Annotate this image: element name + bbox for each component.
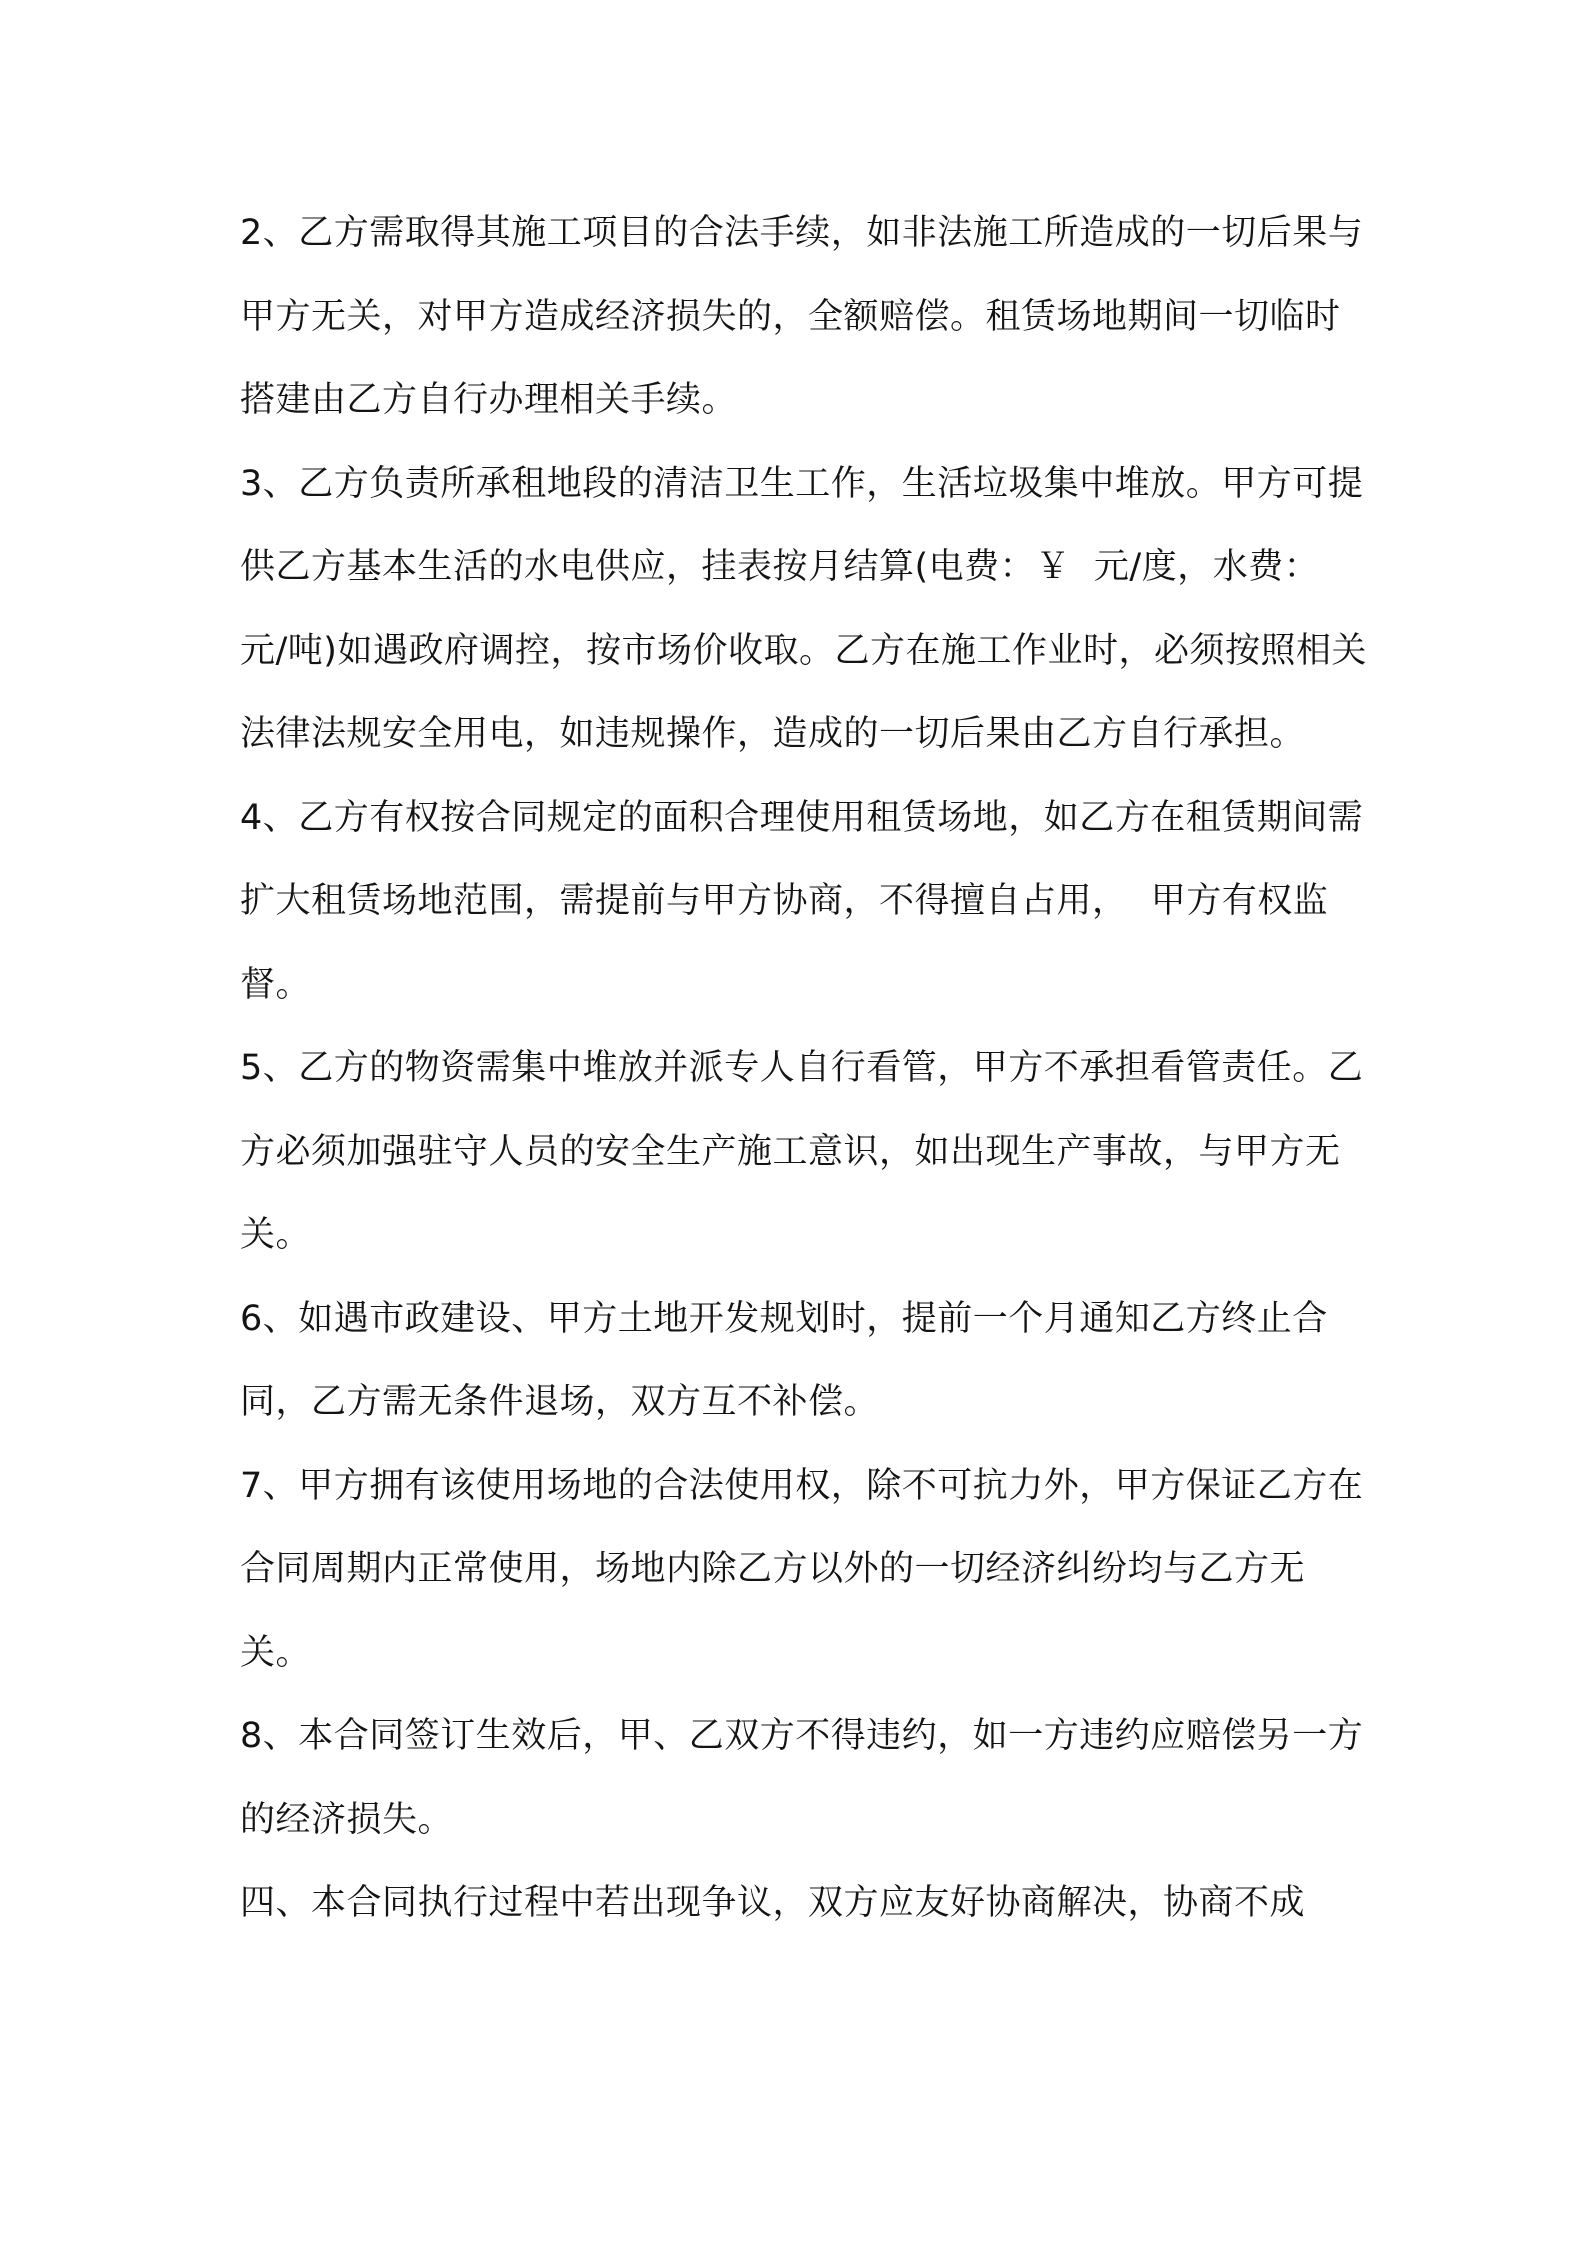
clause-2: 2、乙方需取得其施工项目的合法手续，如非法施工所造成的一切后果与甲方无关，对甲方造成经济损失的，全额赔偿。租赁场地期间一切临时搭建由乙方自行办理相关手续。 <box>240 213 1364 420</box>
document-body <box>240 192 1370 1946</box>
clause-5: 5、乙方的物资需集中堆放并派专人自行看管，甲方不承担看管责任。乙方必须加强驻守人员的安全生产施工意识，如出现生产事故，与甲方无关。 <box>240 1048 1364 1255</box>
section-4-dispute: 四、本合同执行过程中若出现争议，双方应友好协商解决，协商不成 <box>240 1883 1306 1923</box>
clause-8: 8、本合同签订生效后，甲、乙双方不得违约，如一方违约应赔偿另一方的经济损失。 <box>240 1716 1364 1840</box>
clause-3: 3、乙方负责所承租地段的清洁卫生工作，生活垃圾集中堆放。甲方可提供乙方基本生活的水电供应，挂表按月结算(电费：￥ 元/度，水费： 元/吨)如遇政府调控，按市场价收取。乙方在施工作业时，必须按照相关法律法规安全用电，如违规操作，造成的一切后果由乙方自行承担。 <box>240 463 1367 754</box>
clause-7: 7、甲方拥有该使用场地的合法使用权，除不可抗力外，甲方保证乙方在合同周期内正常使用，场地内除乙方以外的一切经济纠纷均与乙方无关。 <box>240 1465 1364 1673</box>
clause-4: 4、乙方有权按合同规定的面积合理使用租赁场地，如乙方在租赁期间需扩大租赁场地范围，需提前与甲方协商，不得擅自占用， 甲方有权监督。 <box>240 797 1364 1005</box>
clause-6: 6、如遇市政建设、甲方土地开发规划时，提前一个月通知乙方终止合同，乙方需无条件退场，双方互不补偿。 <box>240 1298 1328 1422</box>
